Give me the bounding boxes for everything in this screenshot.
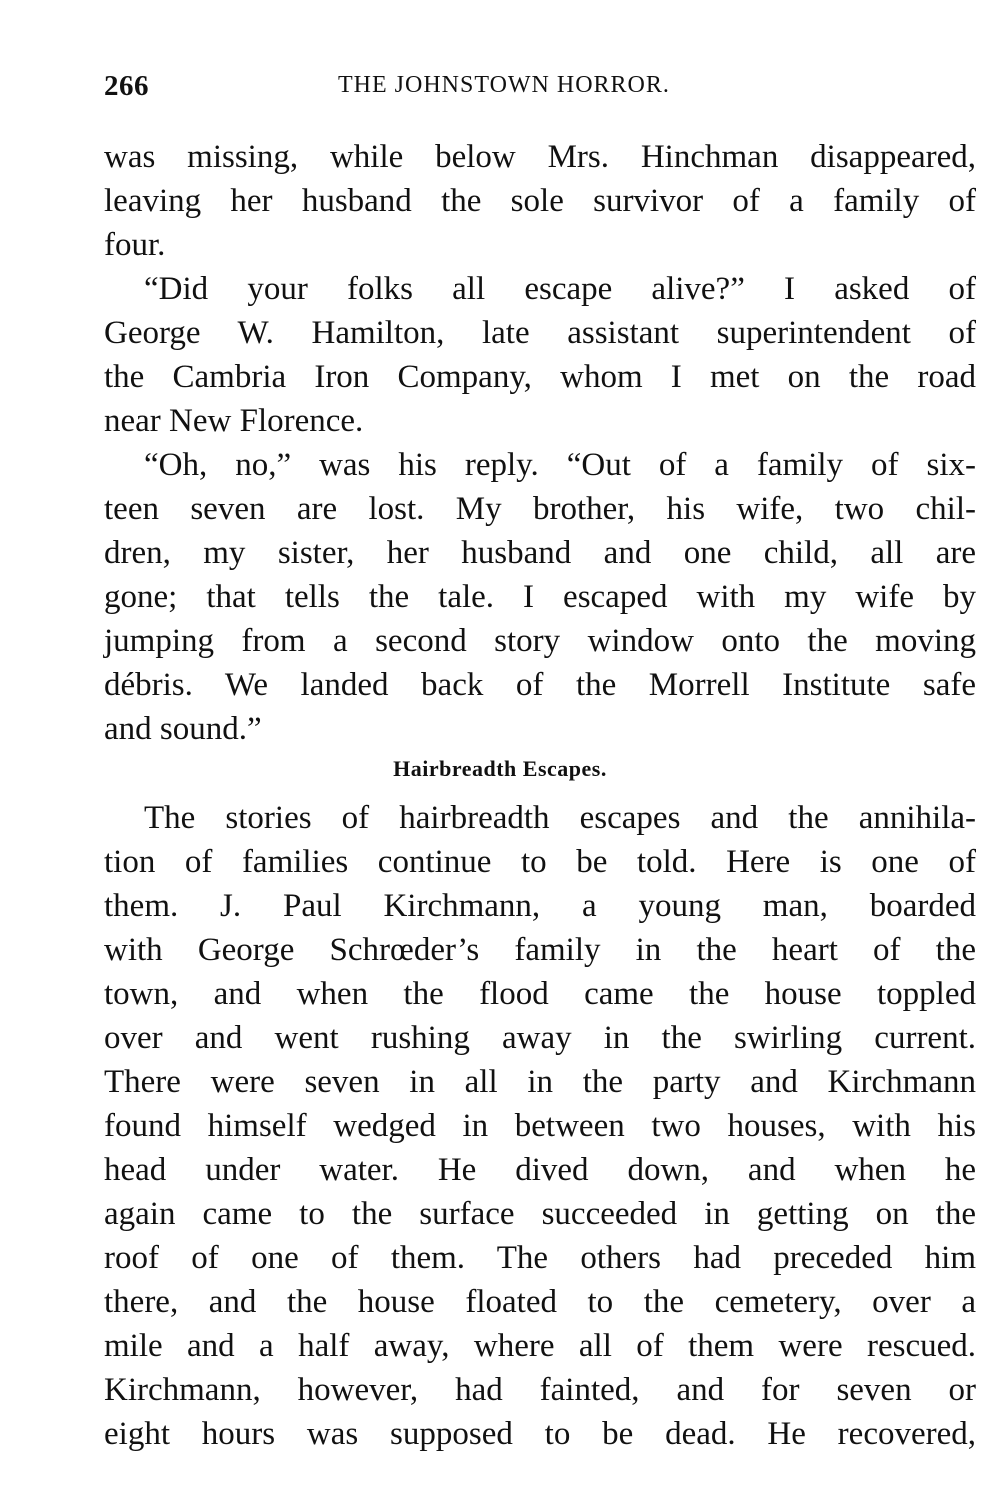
text-line: found himself wedged in between two houses, with his [104,1108,976,1144]
text-line: The stories of hairbreadth escapes and the annihila- [144,800,976,836]
text-line: with George Schrœder’s family in the heart of the [104,932,976,968]
text-line: town, and when the flood came the house toppled [104,976,976,1012]
text-line: “Oh, no,” was his reply. “Out of a family of six- [144,447,976,483]
text-line: roof of one of them. The others had preceded him [104,1240,976,1276]
text-line: “Did your folks all escape alive?” I asked of [144,271,976,307]
text-line: tion of families continue to be told. Here is one of [104,844,976,880]
text-line: dren, my sister, her husband and one child, all are [104,535,976,571]
text-line: teen seven are lost. My brother, his wife, two chil- [104,491,976,527]
text-line: and sound.” [104,711,262,747]
text-line: was missing, while below Mrs. Hinchman disappeared, [104,139,976,175]
text-line: gone; that tells the tale. I escaped with my wife by [104,579,976,615]
text-line: near New Florence. [104,403,364,439]
running-title: THE JOHNSTOWN HORROR. [338,72,670,98]
text-line: four. [104,227,166,263]
section-heading: Hairbreadth Escapes. [393,756,607,781]
text-line: there, and the house floated to the cemetery, over a [104,1284,976,1320]
text-line: George W. Hamilton, late assistant superintendent of [104,315,976,351]
text-line: Kirchmann, however, had fainted, and for seven or [104,1372,976,1408]
text-line: leaving her husband the sole survivor of a family of [104,183,976,219]
text-line: head under water. He dived down, and when he [104,1152,976,1188]
text-line: There were seven in all in the party and Kirchmann [104,1064,976,1100]
text-line: over and went rushing away in the swirling current. [104,1020,976,1056]
text-line: eight hours was supposed to be dead. He recovered, [104,1416,976,1452]
running-head [104,70,976,110]
page-number: 266 [104,70,149,102]
text-line: the Cambria Iron Company, whom I met on the road [104,359,976,395]
text-line: mile and a half away, where all of them were rescued. [104,1328,976,1364]
text-line: jumping from a second story window onto the moving [104,623,976,659]
text-line: them. J. Paul Kirchmann, a young man, boarded [104,888,976,924]
text-line: débris. We landed back of the Morrell Institute safe [104,667,976,703]
text-line: again came to the surface succeeded in getting on the [104,1196,976,1232]
